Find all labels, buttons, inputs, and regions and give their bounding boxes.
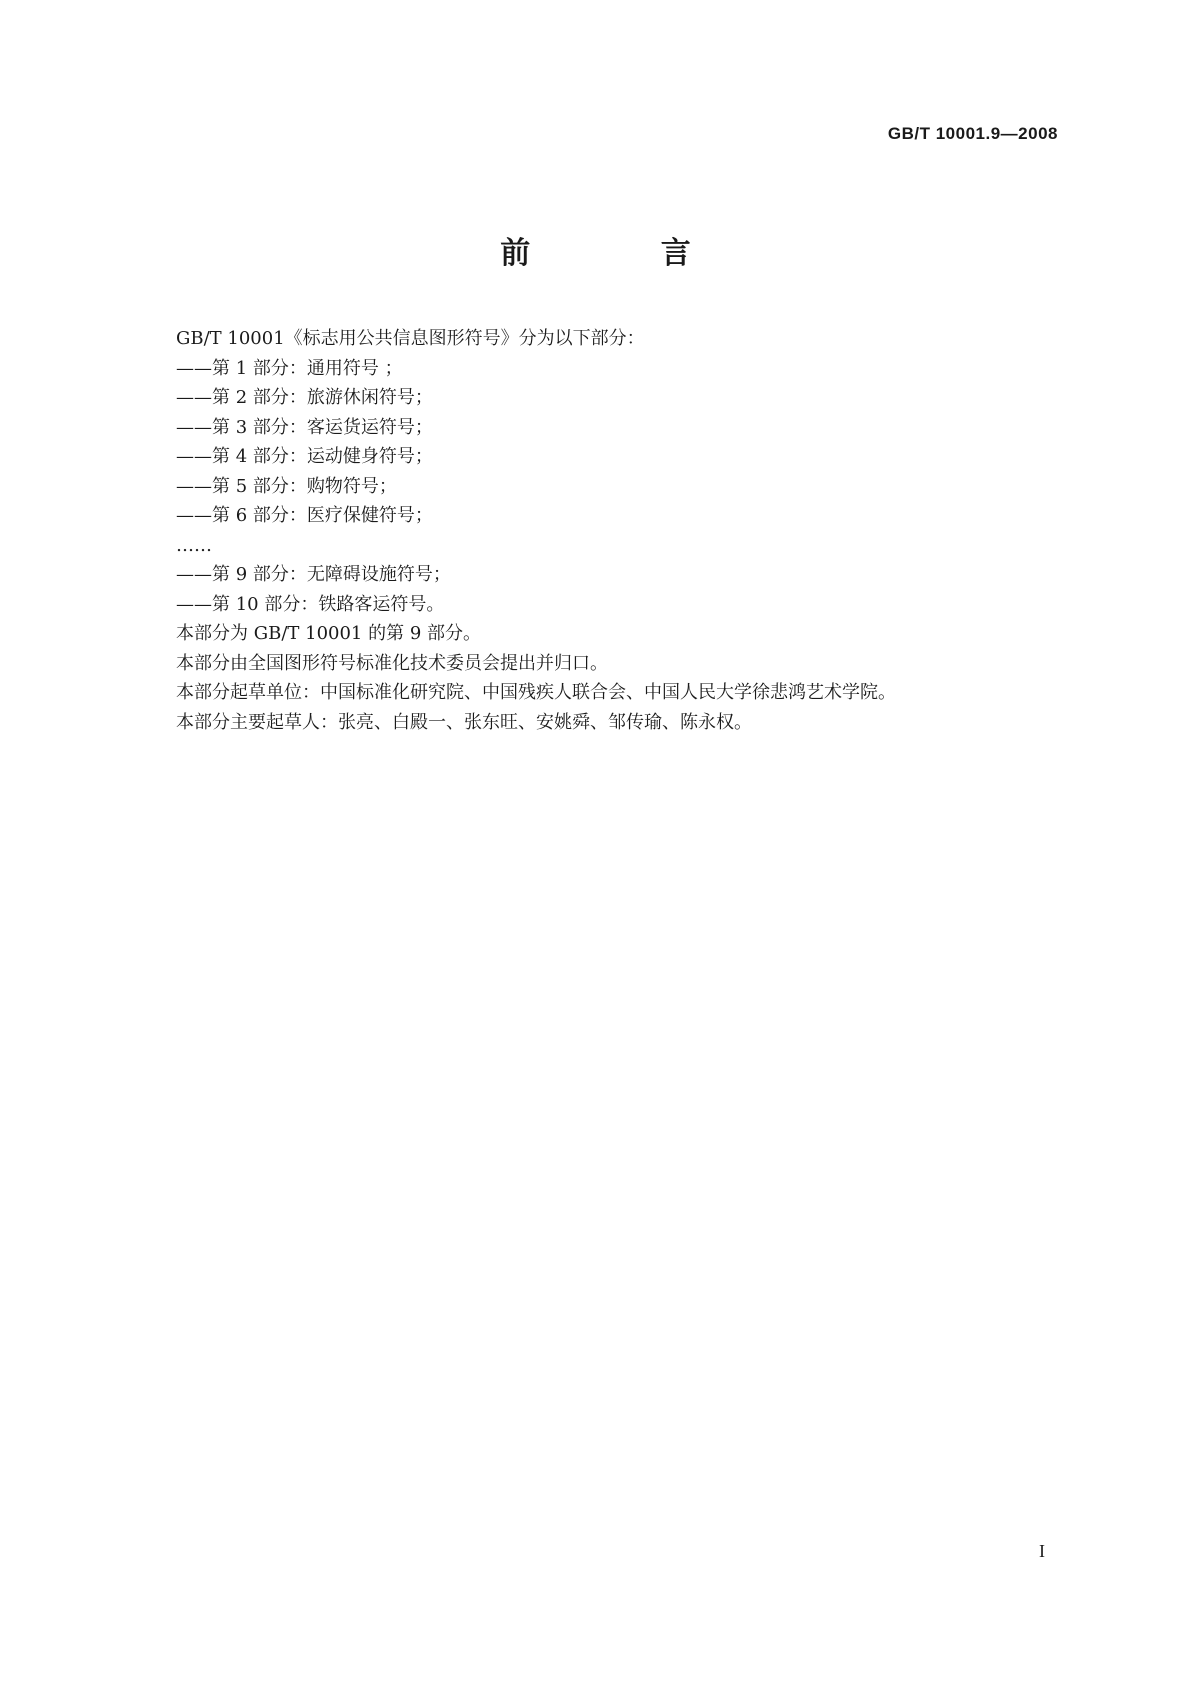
part-list-item: ——第 10 部分：铁路客运符号。 (176, 593, 445, 615)
part-list-item: ——第 1 部分：通用符号 ； (176, 357, 403, 379)
statement-paragraph: 本部分由全国图形符号标准化技术委员会提出并归口。 (176, 652, 608, 674)
page-number: I (1039, 1541, 1045, 1561)
intro-paragraph: GB/T 10001《标志用公共信息图形符号》分为以下部分： (176, 328, 645, 349)
statement-paragraph: 本部分起草单位：中国标准化研究院、中国残疾人联合会、中国人民大学徐悲鸿艺术学院。 (176, 682, 896, 703)
page-title: 前 言 (500, 236, 751, 271)
part-list-item: ——第 4 部分：运动健身符号； (176, 446, 433, 467)
statement-paragraph: 本部分为 GB/T 10001 的第 9 部分。 (176, 623, 481, 644)
part-list-item: ——第 3 部分：客运货运符号； (176, 416, 433, 438)
part-list-item: ——第 9 部分：无障碍设施符号； (176, 564, 451, 585)
part-list-item: ——第 6 部分：医疗保健符号； (176, 505, 433, 526)
part-list-ellipsis: …… (176, 534, 212, 556)
part-list-item: ——第 2 部分：旅游休闲符号； (176, 387, 433, 408)
foreword-body (176, 324, 1056, 737)
part-list-item: ——第 5 部分：购物符号； (176, 475, 397, 497)
standard-code: GB/T 10001.9—2008 (887, 124, 1058, 143)
statement-paragraph: 本部分主要起草人：张亮、白殿一、张东旺、安姚舜、邹传瑜、陈永权。 (176, 711, 752, 733)
